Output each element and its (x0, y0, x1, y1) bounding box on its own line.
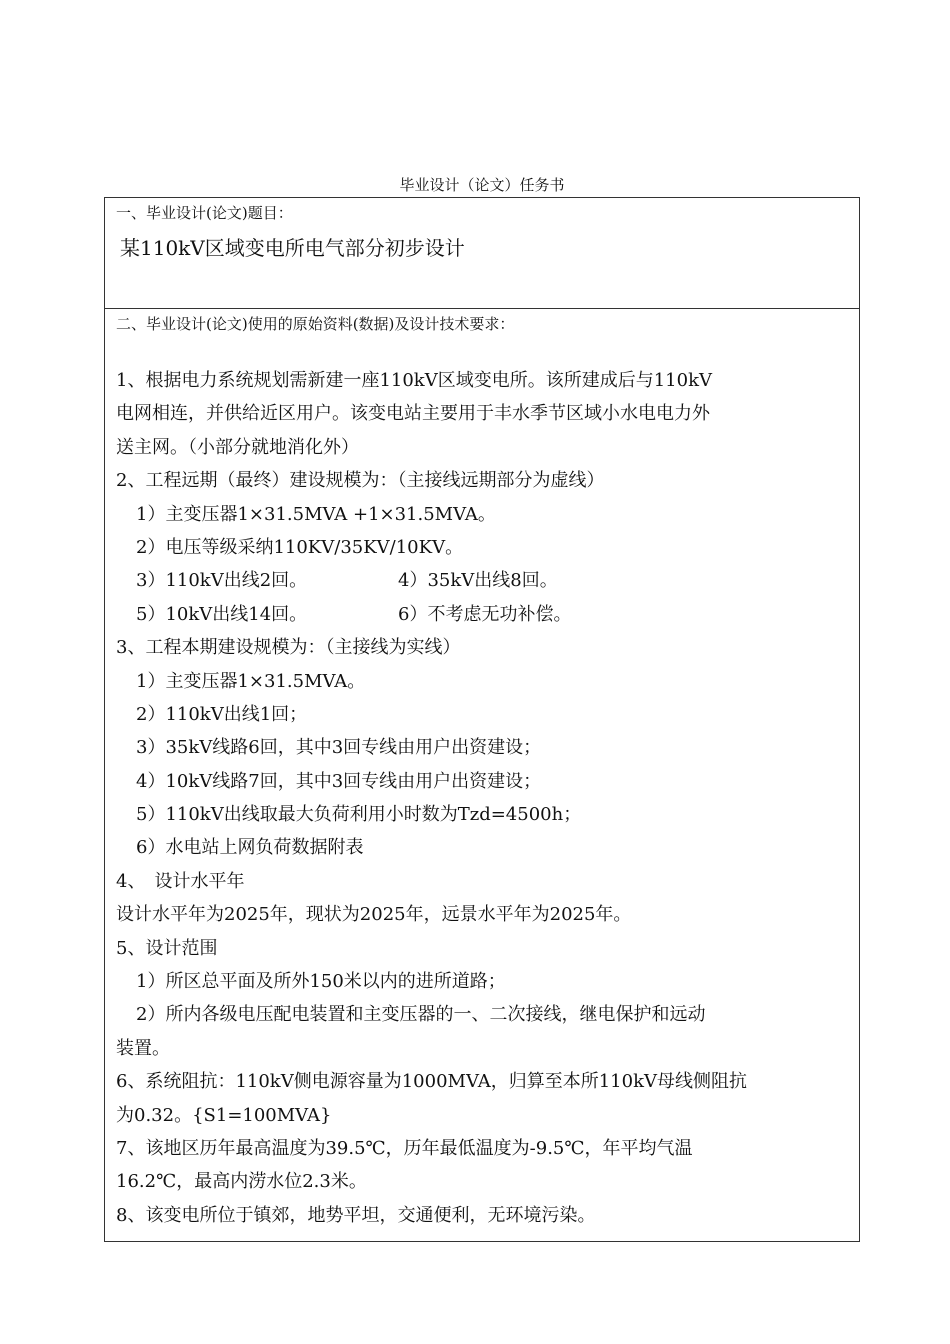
text-item: 4）35kV出线8回。 (398, 570, 558, 592)
text-line: 1）主变压器1×31.5MVA +1×31.5MVA。 (136, 503, 496, 525)
text-item: 6）不考虑无功补偿。 (398, 603, 572, 625)
page-title: 毕业设计（论文）任务书 (399, 176, 565, 194)
text-line: 5、设计范围 (116, 937, 218, 959)
section-requirements-heading: 二、毕业设计(论文)使用的原始资料(数据)及设计技术要求： (116, 315, 515, 333)
section-requirements (105, 309, 859, 1241)
text-line: 6）水电站上网负荷数据附表 (136, 837, 364, 859)
text-line: 4）10kV线路7回，其中3回专线由用户出资建设； (136, 770, 542, 792)
text-line: 3）35kV线路6回，其中3回专线由用户出资建设； (136, 737, 542, 759)
text-line: 1、根据电力系统规划需新建一座110kV区域变电所。该所建成后与110kV (116, 370, 712, 391)
text-line: 5）110kV出线取最大负荷利用小时数为Tzd=4500h； (136, 804, 582, 826)
text-line: 送主网。（小部分就地消化外） (116, 436, 359, 458)
text-line: 为0.32。{S1=100MVA} (116, 1104, 332, 1126)
text-line: 7、该地区历年最高温度为39.5℃，历年最低温度为-9.5℃，年平均气温 (116, 1137, 693, 1159)
text-line-pair (116, 598, 854, 631)
section-topic-heading: 一、毕业设计(论文)题目： (116, 204, 293, 222)
text-item: 5）10kV出线14回。 (136, 603, 308, 625)
text-line: 2）所内各级电压配电装置和主变压器的一、二次接线，继电保护和远动 (136, 1004, 706, 1026)
text-line: 装置。 (116, 1037, 170, 1059)
task-table (104, 197, 860, 1242)
text-line: 设计水平年为2025年，现状为2025年，远景水平年为2025年。 (116, 904, 632, 926)
text-line: 电网相连，并供给近区用户。该变电站主要用于丰水季节区域小水电电力外 (116, 403, 710, 425)
text-line: 3、工程本期建设规模为：（主接线为实线） (116, 637, 461, 659)
text-line: 2）110kV出线1回； (136, 703, 308, 725)
text-line: 1）所区总平面及所外150米以内的进所道路； (136, 971, 506, 993)
text-line: 2）电压等级采纳110KV/35KV/10KV。 (136, 536, 464, 558)
text-line: 8、该变电所位于镇郊，地势平坦，交通便利，无环境污染。 (116, 1204, 596, 1226)
text-line: 1）主变压器1×31.5MVA。 (136, 670, 366, 692)
thesis-topic: 某110kV区域变电所电气部分初步设计 (120, 236, 465, 260)
section-topic (105, 198, 859, 309)
text-item: 3）110kV出线2回。 (136, 570, 308, 592)
text-line: 16.2℃，最高内涝水位2.3米。 (116, 1171, 367, 1193)
requirements-body (116, 364, 854, 1232)
text-line: 4、 设计水平年 (116, 870, 245, 892)
text-line: 6、系统阻抗：110kV侧电源容量为1000MVA，归算至本所110kV母线侧阻抗 (116, 1071, 747, 1093)
text-line-pair (116, 564, 854, 597)
text-line: 2、工程远期（最终）建设规模为：（主接线远期部分为虚线） (116, 470, 605, 492)
